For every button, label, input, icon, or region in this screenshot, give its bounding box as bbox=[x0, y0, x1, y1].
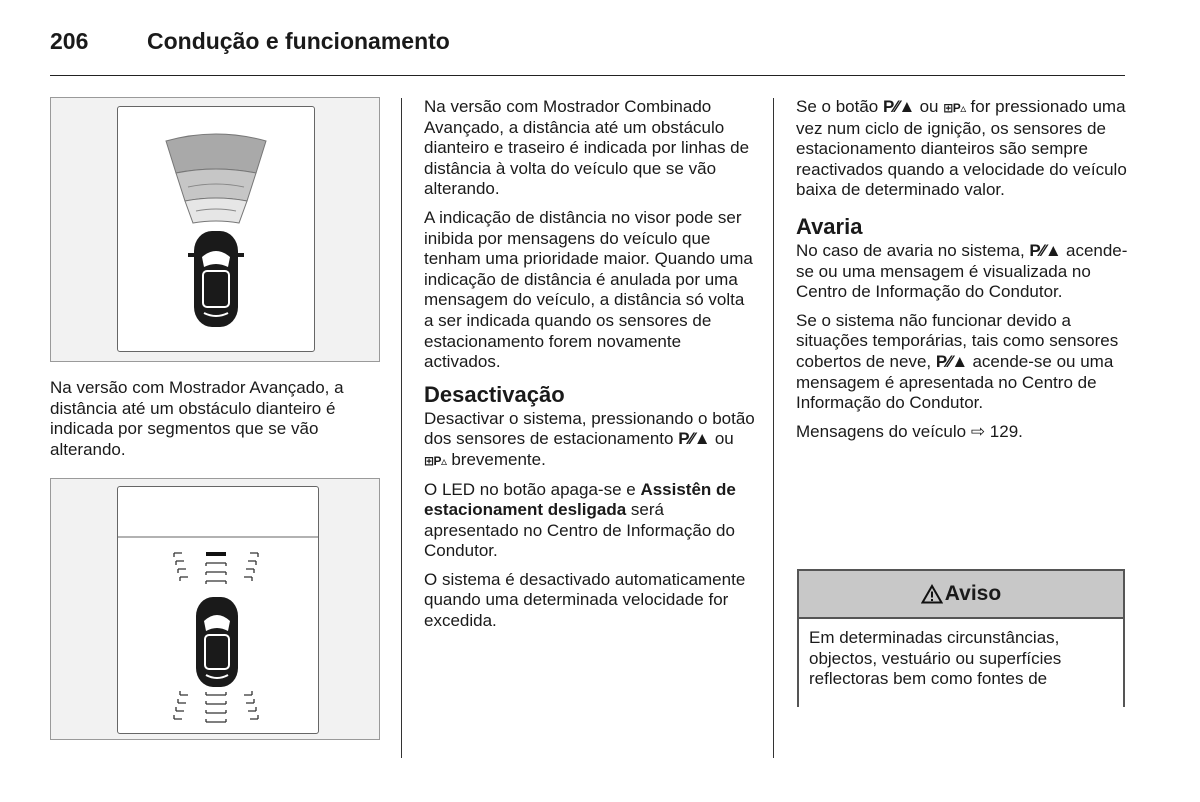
reactivation-or: ou bbox=[919, 97, 939, 116]
fault-text-a: No caso de avaria no sistema, bbox=[796, 240, 1025, 260]
reactivation-text-a: Se o botão bbox=[796, 97, 879, 116]
park-assist-alt-symbol: ⊞P▵ bbox=[943, 101, 966, 115]
car-icon bbox=[196, 597, 238, 687]
paragraph-led bbox=[424, 480, 756, 562]
zone-mid bbox=[176, 169, 256, 201]
paragraph-combined-display: Na versão com Mostrador Combinado Avançado, a distância até um obstáculo dianteiro e traseiro é indicada por linhas de distância à volta do veículo que se vão alterando. bbox=[424, 97, 750, 199]
paragraph-temporary-fault bbox=[796, 311, 1128, 414]
temporary-text-b: acende-se ou uma mensagem é apresentada no Centro de Informação do Condutor. bbox=[796, 351, 1114, 413]
paragraph-deactivate bbox=[424, 409, 756, 472]
running-title: Condução e funcionamento bbox=[147, 28, 450, 54]
paragraph-fault bbox=[796, 241, 1128, 303]
warning-triangle-icon bbox=[921, 584, 943, 604]
column-2-text bbox=[424, 97, 756, 640]
paragraph-auto-deactivate: O sistema é desactivado automaticamente quando uma determinada velocidade for excedida. bbox=[424, 569, 746, 631]
led-text-a: O LED no botão apaga-se e bbox=[424, 479, 636, 499]
column-rule-1 bbox=[401, 98, 402, 758]
zone-far bbox=[166, 134, 266, 173]
page-number: 206 bbox=[50, 28, 89, 54]
warning-text: Em determinadas circunstâncias, objectos, vestuário ou superfícies reflectoras bem como fontes de bbox=[809, 628, 1062, 689]
distance-lines-illustration bbox=[118, 487, 318, 733]
warning-box bbox=[797, 569, 1125, 707]
deactivate-or: ou bbox=[714, 429, 734, 449]
paragraph-reactivation bbox=[796, 97, 1128, 201]
park-assist-symbol: P⁄⁄▲ bbox=[678, 429, 711, 449]
figure-combined-display bbox=[50, 478, 380, 740]
park-assist-alt-symbol: ⊞P▵ bbox=[424, 453, 447, 468]
fault-text-b: acende-se ou uma mensagem é visualizada no Centro de Informação do Condutor. bbox=[796, 240, 1128, 302]
distance-segments-illustration bbox=[118, 107, 314, 351]
warning-title: Aviso bbox=[944, 582, 1002, 605]
park-assist-symbol: P⁄⁄▲ bbox=[1029, 240, 1062, 260]
paragraph-display-priority: A indicação de distância no visor pode ser inibida por mensagens do veículo que tenham uma prioridade maior. Quando uma indicação de distância é anulada por uma mensagem do veículo, a distância só volta a ser indicada quando os sensores de estacionamento forem novamente activados. bbox=[424, 207, 753, 372]
led-text-b: será apresentado no Centro de Informação do Condutor. bbox=[424, 500, 735, 561]
rear-distance-lines bbox=[174, 691, 258, 722]
paragraph-vehicle-messages: Mensagens do veículo ⇨ 129. bbox=[796, 421, 1023, 441]
deactivate-text-a: Desactivar o sistema, pressionando o botão dos sensores de estacionamento bbox=[424, 408, 755, 449]
car-icon bbox=[188, 231, 244, 327]
heading-deactivation: Desactivação bbox=[424, 381, 565, 407]
deactivate-text-b: brevemente. bbox=[451, 449, 546, 469]
reactivation-text-b: for pressionado uma vez num ciclo de ignição, os sensores de estacionamento dianteiros são sempre reactivados quando a velocidade do veículo baixa de determinado valor. bbox=[796, 97, 1127, 200]
park-assist-symbol: P⁄⁄▲ bbox=[935, 351, 968, 371]
column-1-text bbox=[50, 378, 382, 468]
temporary-text-a: Se o sistema não funcionar devido a situações temporárias, tais como sensores cobertos de neve, bbox=[796, 310, 1119, 371]
figure-caption: Na versão com Mostrador Avançado, a distância até um obstáculo dianteiro é indicada por segmentos que se vão alterando. bbox=[50, 378, 344, 459]
front-distance-lines bbox=[174, 553, 258, 584]
figure-advanced-display bbox=[50, 97, 380, 362]
led-message: Assistên de estacionament desligada bbox=[424, 479, 736, 520]
column-3-text bbox=[796, 97, 1128, 450]
heading-fault: Avaria bbox=[796, 213, 863, 239]
warning-header bbox=[799, 571, 1123, 619]
park-assist-symbol: P⁄⁄▲ bbox=[882, 97, 915, 116]
column-rule-2 bbox=[773, 98, 774, 758]
zone-near bbox=[185, 198, 247, 223]
header-rule bbox=[50, 75, 1125, 76]
